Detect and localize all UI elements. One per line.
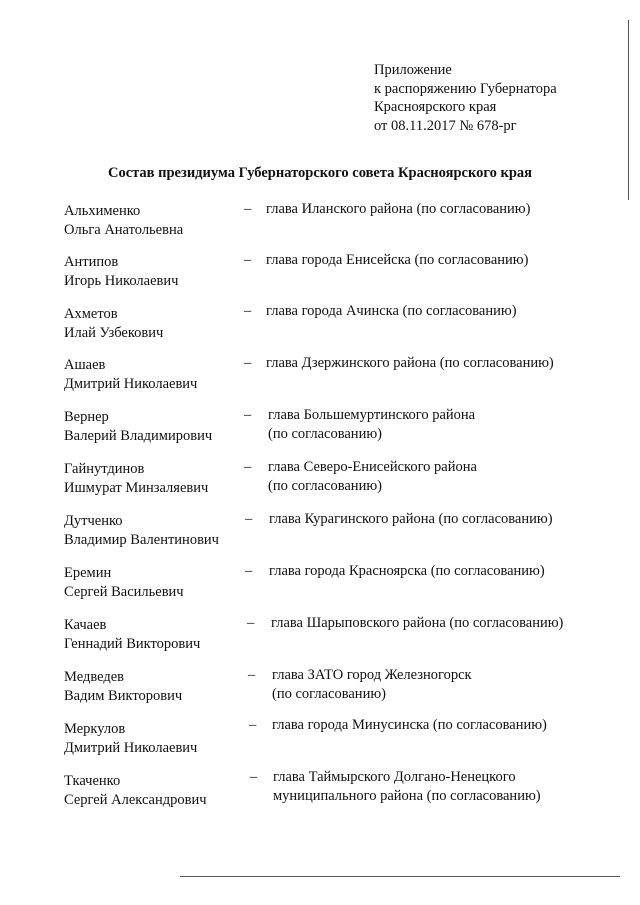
- member-position-line: глава города Минусинска (по согласованию): [272, 717, 547, 733]
- document-title: Состав президиума Губернаторского совета Красноярского края: [107, 165, 533, 181]
- dash-separator: –: [244, 459, 252, 475]
- member-position: [269, 562, 545, 581]
- member-position-line: (по согласованию): [268, 478, 382, 494]
- member-name: [64, 720, 197, 758]
- member-position-line: (по согласованию): [268, 426, 382, 442]
- dash-separator: –: [245, 511, 253, 527]
- member-surname: Альхименко: [64, 203, 141, 219]
- member-position-line: глава Курагинского района (по согласованию): [269, 511, 553, 527]
- member-position-line: глава Иланского района (по согласованию): [266, 201, 531, 217]
- member-position: [266, 200, 530, 219]
- member-given-names: Валерий Владимирович: [64, 428, 213, 444]
- dash-separator: –: [244, 303, 252, 319]
- member-name: [64, 616, 200, 654]
- member-name: [64, 772, 207, 810]
- member-position: [271, 614, 563, 633]
- member-given-names: Сергей Васильевич: [64, 584, 184, 600]
- dash-separator: –: [247, 615, 255, 631]
- member-position-line: глава города Ачинска (по согласованию): [266, 303, 517, 319]
- scan-edge-line: [180, 876, 620, 877]
- member-position-line: глава Шарыповского района (по согласованию): [271, 615, 564, 631]
- scan-edge-line: [628, 20, 629, 200]
- member-surname: Еремин: [64, 565, 112, 581]
- member-given-names: Дмитрий Николаевич: [64, 376, 198, 392]
- member-given-names: Вадим Викторович: [64, 688, 183, 704]
- member-surname: Меркулов: [64, 721, 126, 737]
- member-position-line: глава Таймырского Долгано-Ненецкого: [273, 769, 516, 785]
- appendix-line: к распоряжению Губернатора: [374, 80, 557, 97]
- member-position: [272, 666, 472, 704]
- member-given-names: Владимир Валентинович: [64, 532, 219, 548]
- member-position: [273, 768, 541, 806]
- member-given-names: Геннадий Викторович: [64, 636, 201, 652]
- member-name: [64, 356, 197, 394]
- member-name: [64, 564, 184, 602]
- member-surname: Антипов: [64, 254, 119, 270]
- member-name: [64, 668, 182, 706]
- member-position: [266, 354, 554, 373]
- member-position: [266, 251, 528, 270]
- member-surname: Ткаченко: [64, 773, 121, 789]
- member-surname: Ахметов: [64, 306, 118, 322]
- member-surname: Медведев: [64, 669, 124, 685]
- member-surname: Ашаев: [64, 357, 106, 373]
- member-given-names: Илай Узбекович: [64, 325, 164, 341]
- member-position-line: глава ЗАТО город Железногорск: [272, 667, 472, 683]
- member-position-line: глава Дзержинского района (по согласованию): [266, 355, 554, 371]
- dash-separator: –: [250, 769, 258, 785]
- appendix-line: от 08.11.2017 № 678-рг: [374, 117, 517, 134]
- member-position: [272, 716, 547, 735]
- member-position: [268, 458, 477, 496]
- member-position-line: глава города Красноярска (по согласованию): [269, 563, 545, 579]
- member-name: [64, 408, 212, 446]
- member-position-line: глава Большемуртинского района: [268, 407, 476, 423]
- member-name: [64, 305, 163, 343]
- member-position-line: глава города Енисейска (по согласованию): [266, 252, 529, 268]
- member-position: [266, 302, 517, 321]
- dash-separator: –: [249, 717, 257, 733]
- member-surname: Вернер: [64, 409, 109, 425]
- member-position-line: глава Северо-Енисейского района: [268, 459, 477, 475]
- member-surname: Дутченко: [64, 513, 123, 529]
- member-name: [64, 512, 219, 550]
- member-given-names: Сергей Александрович: [64, 792, 207, 808]
- member-surname: Гайнутдинов: [64, 461, 145, 477]
- member-position-line: (по согласованию): [272, 686, 386, 702]
- member-name: [64, 202, 183, 240]
- dash-separator: –: [248, 667, 256, 683]
- appendix-line: Приложение: [374, 62, 452, 78]
- member-given-names: Дмитрий Николаевич: [64, 740, 198, 756]
- member-position-line: муниципального района (по согласованию): [273, 788, 541, 804]
- member-given-names: Ишмурат Минзаляевич: [64, 480, 209, 496]
- dash-separator: –: [245, 563, 253, 579]
- member-position: [268, 406, 475, 444]
- dash-separator: –: [244, 355, 252, 371]
- dash-separator: –: [244, 252, 252, 268]
- member-given-names: Ольга Анатольевна: [64, 222, 184, 238]
- member-position: [269, 510, 553, 529]
- member-surname: Качаев: [64, 617, 107, 633]
- member-name: [64, 460, 208, 498]
- member-name: [64, 253, 178, 291]
- member-given-names: Игорь Николаевич: [64, 273, 179, 289]
- appendix-line: Красноярского края: [374, 99, 497, 115]
- dash-separator: –: [244, 201, 252, 217]
- dash-separator: –: [244, 407, 252, 423]
